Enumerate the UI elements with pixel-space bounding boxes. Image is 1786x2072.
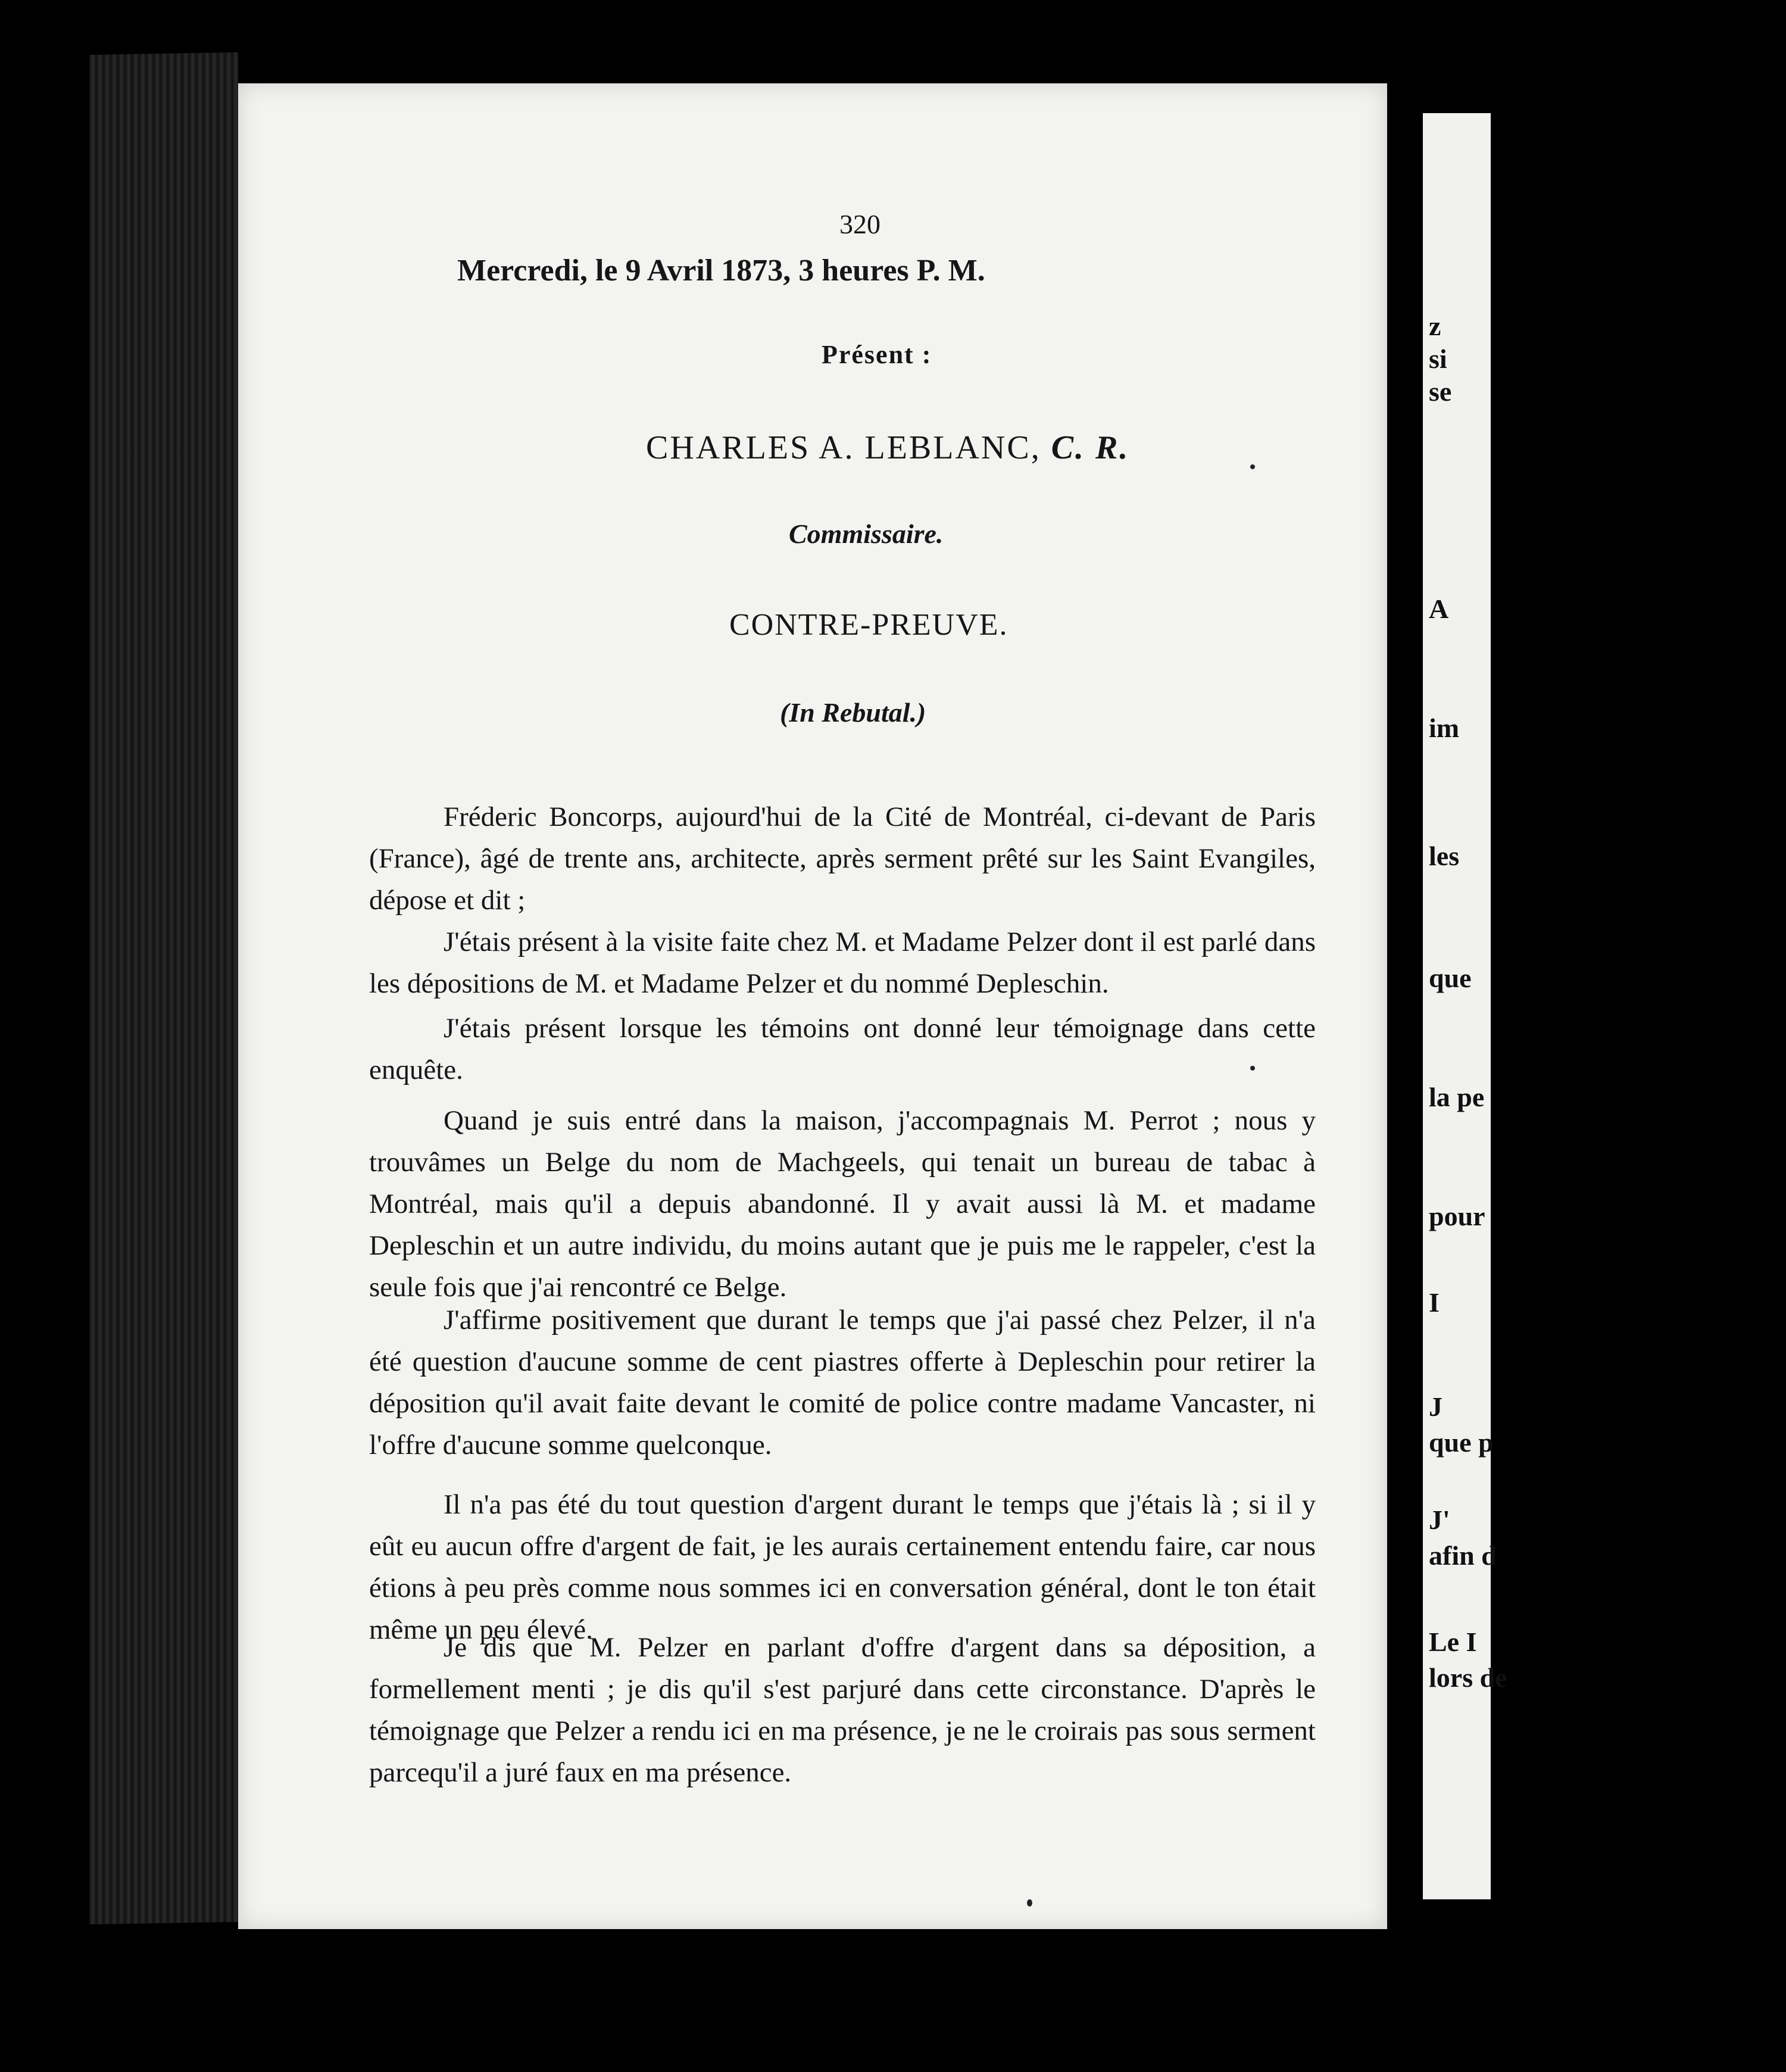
adjacent-fragment: im bbox=[1429, 713, 1460, 743]
session-date-line: Mercredi, le 9 Avril 1873, 3 heures P. M. bbox=[457, 254, 985, 288]
commissioner-suffix: C. R. bbox=[1051, 429, 1130, 466]
adjacent-fragment: que bbox=[1429, 963, 1472, 993]
testimony-paragraph: Je dis que M. Pelzer en parlant d'offre d'argent dans sa déposition, a formellement menti ; je dis qu'il s'est parjuré dans cette circonstance. D'après le témoignage que Pelzer a rendu ici en ma présence, je ne le croirais pas sous serment parcequ'il a juré faux en ma présence. bbox=[369, 1632, 1316, 1788]
ink-speck bbox=[1027, 1899, 1032, 1906]
section-heading: CONTRE-PREUVE. bbox=[729, 608, 1008, 642]
adjacent-fragment: I bbox=[1429, 1287, 1440, 1318]
ink-speck bbox=[1250, 464, 1255, 469]
adjacent-fragment: la pe bbox=[1429, 1082, 1485, 1112]
adjacent-fragment: les bbox=[1429, 841, 1460, 871]
adjacent-page-edge bbox=[1423, 113, 1507, 1899]
testimony-paragraph: Fréderic Boncorps, aujourd'hui de la Cité de Montréal, ci-devant de Paris (France), âgé de trente ans, architecte, après serment prêté sur les Saint Evangiles, dépose et dit ; bbox=[369, 801, 1316, 916]
page-number: 320 bbox=[839, 209, 880, 239]
commissioner-role: Commissaire. bbox=[789, 519, 944, 549]
adjacent-fragment: pour bbox=[1429, 1201, 1485, 1231]
testimony-paragraph: Quand je suis entré dans la maison, j'accompagnais M. Perrot ; nous y trouvâmes un Belge du nom de Machgeels, qui tenait un bureau de tabac à Montréal, mais qu'il a depuis abandonné. Il y avait aussi là M. et madame Depleschin et un autre individu, du moins autant que je puis me le rappeler, c'est la seule fois que j'ai rencontré ce Belge. bbox=[369, 1105, 1316, 1303]
testimony-paragraph: J'étais présent à la visite faite chez M. et Madame Pelzer dont il est parlé dans les dépositions de M. et Madame Pelzer et du nommé Depleschin. bbox=[369, 926, 1316, 999]
ink-speck bbox=[1250, 1066, 1255, 1071]
book-spine-edge bbox=[89, 52, 238, 1924]
adjacent-fragment: J' bbox=[1429, 1505, 1450, 1535]
adjacent-fragment: z bbox=[1429, 311, 1441, 341]
commissioner-name: CHARLES A. LEBLANC, bbox=[646, 429, 1041, 466]
present-label: Présent : bbox=[822, 340, 932, 369]
adjacent-fragment: se bbox=[1429, 376, 1452, 407]
adjacent-fragment: si bbox=[1429, 344, 1447, 374]
adjacent-fragment: que p bbox=[1429, 1427, 1494, 1458]
adjacent-fragment: lors de bbox=[1429, 1662, 1507, 1693]
testimony-paragraph: Il n'a pas été du tout question d'argent durant le temps que j'étais là ; si il y eût eu aucun offre d'argent de fait, je les aurais certainement entendu faire, car nous étions à peu près comme nous sommes ici en conversation général, dont le ton était même un peu élevé. bbox=[369, 1489, 1316, 1645]
adjacent-fragment: J bbox=[1429, 1391, 1442, 1422]
testimony-paragraph: J'étais présent lorsque les témoins ont donné leur témoignage dans cette enquête. bbox=[369, 1013, 1316, 1085]
adjacent-fragment: Le I bbox=[1429, 1627, 1477, 1657]
adjacent-fragment: A bbox=[1429, 594, 1449, 624]
adjacent-fragment: afin d bbox=[1429, 1540, 1497, 1571]
section-subheading: (In Rebutal.) bbox=[780, 697, 926, 728]
commissioner-line bbox=[646, 429, 1129, 467]
book-page bbox=[238, 83, 1387, 1929]
testimony-paragraph: J'affirme positivement que durant le temps que j'ai passé chez Pelzer, il n'a été question d'aucune somme de cent piastres offerte à Depleschin pour retirer la déposition qu'il avait faite devant le comité de police contre madame Vancaster, ni l'offre d'aucune somme quelconque. bbox=[369, 1305, 1316, 1461]
